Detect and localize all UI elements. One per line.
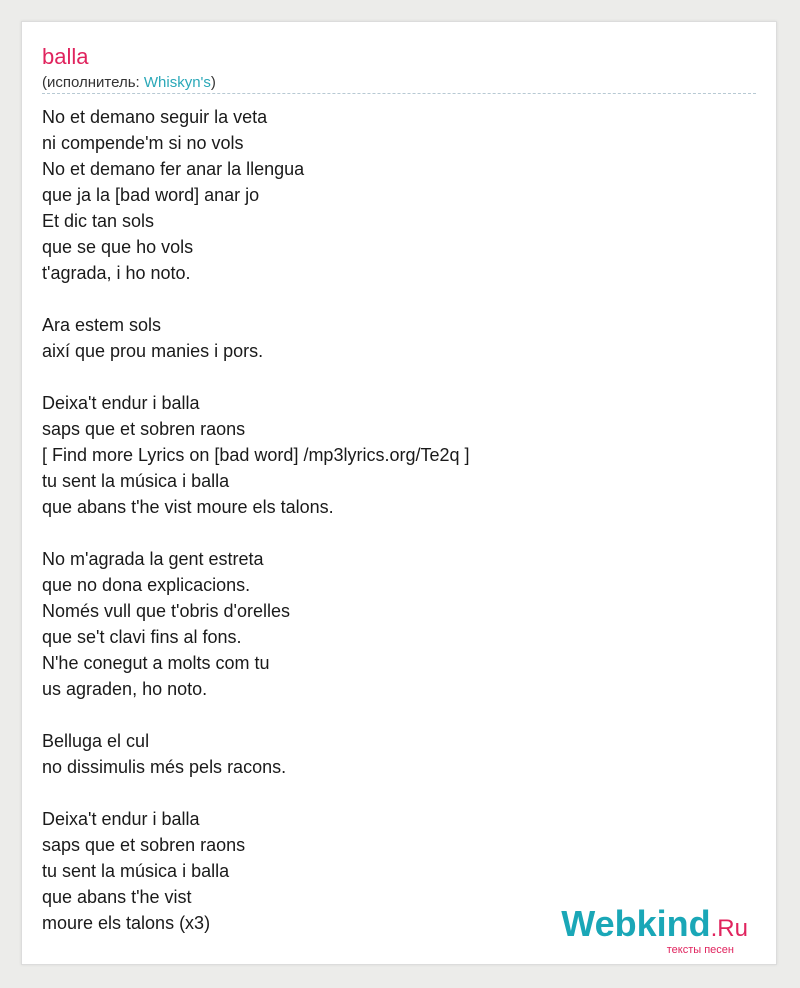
divider: [42, 93, 756, 94]
site-logo[interactable]: [561, 903, 748, 956]
lyrics-line: que abans t'he vist: [42, 887, 192, 907]
lyrics-line: N'he conegut a molts com tu: [42, 653, 270, 673]
lyrics-line: no dissimulis més pels racons.: [42, 757, 287, 777]
artist-line: [42, 74, 216, 92]
lyrics-body: [42, 104, 742, 962]
artist-suffix: ): [210, 74, 216, 91]
lyrics-line: us agraden, ho noto.: [42, 679, 208, 699]
lyrics-line: Només vull que t'obris d'orelles: [42, 601, 290, 621]
lyrics-line: ni compende'm si no vols: [42, 133, 244, 153]
lyrics-line: Deixa't endur i balla: [42, 809, 200, 829]
lyrics-line: que abans t'he vist moure els talons.: [42, 497, 334, 517]
song-title: balla: [42, 44, 89, 69]
logo-tagline: тексты песен: [666, 944, 734, 956]
artist-link[interactable]: Whiskyn's: [143, 74, 211, 91]
lyrics-stanza: [42, 312, 742, 364]
lyrics-line: que ja la [bad word] anar jo: [42, 185, 260, 205]
lyrics-line: No et demano seguir la veta: [42, 107, 268, 127]
lyrics-line: Ara estem sols: [42, 315, 162, 335]
lyrics-line: que no dona explicacions.: [42, 575, 251, 595]
lyrics-line: tu sent la música i balla: [42, 471, 230, 491]
lyrics-line: saps que et sobren raons: [42, 419, 246, 439]
logo-tld: .Ru: [710, 915, 748, 942]
artist-prefix: (исполнитель:: [42, 74, 144, 91]
logo-wordmark: [561, 903, 748, 947]
lyrics-stanza: [42, 728, 742, 780]
lyrics-line: saps que et sobren raons: [42, 835, 246, 855]
lyrics-line: Et dic tan sols: [42, 211, 155, 231]
lyrics-stanza: [42, 104, 742, 286]
lyrics-line: tu sent la música i balla: [42, 861, 230, 881]
lyrics-line: que se't clavi fins al fons.: [42, 627, 242, 647]
lyrics-line: Belluga el cul: [42, 731, 150, 751]
lyrics-line: que se que ho vols: [42, 237, 194, 257]
lyrics-line: així que prou manies i pors.: [42, 341, 264, 361]
lyrics-stanza: [42, 390, 742, 520]
lyrics-line: t'agrada, i ho noto.: [42, 263, 191, 283]
logo-main-text: Webkind: [561, 903, 711, 944]
lyrics-line: moure els talons (x3): [42, 913, 211, 933]
lyrics-card: [21, 21, 777, 965]
lyrics-line: No et demano fer anar la llengua: [42, 159, 305, 179]
lyrics-stanza: [42, 546, 742, 702]
lyrics-line: No m'agrada la gent estreta: [42, 549, 264, 569]
lyrics-line: Deixa't endur i balla: [42, 393, 200, 413]
lyrics-line: [ Find more Lyrics on [bad word] /mp3lyrics.org/Te2q ]: [42, 445, 470, 465]
